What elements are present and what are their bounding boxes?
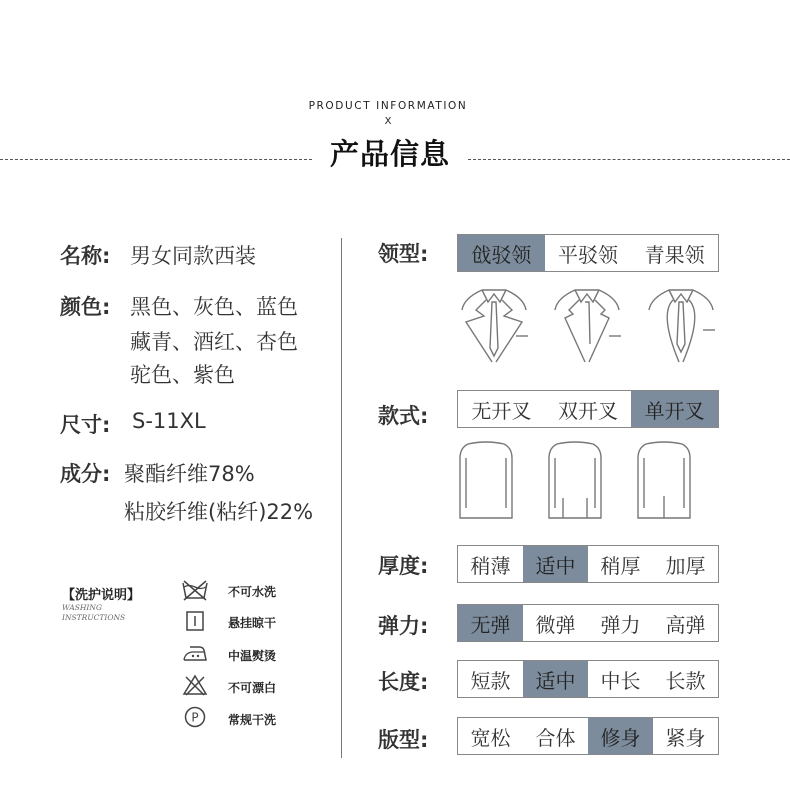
no-bleach-icon [180,673,210,697]
color-value-line-3: 驼色、紫色 [130,363,235,387]
thickness-option-thin[interactable]: 稍薄 [470,553,511,578]
care-subtitle [62,603,125,623]
name-value: 男女同款西装 [130,244,256,268]
material-value-line-1: 聚酯纤维78% [124,462,255,486]
single-vent-back-sketch [636,438,692,522]
column-divider [341,238,342,758]
color-value-line-2: 藏青、酒红、杏色 [130,330,298,354]
fit-options [457,717,719,755]
name-label: 名称: [60,244,111,268]
fit-option-tight[interactable]: 紧身 [665,725,706,750]
thickness-option-medium[interactable]: 适中 [523,546,588,582]
fit-option-regular[interactable]: 合体 [535,725,576,750]
length-option-regular[interactable]: 适中 [523,661,588,697]
no-vent-back-sketch [458,438,514,522]
elasticity-option-slight[interactable]: 微弹 [535,612,576,637]
collar-option-notch-lapel[interactable]: 平驳领 [558,242,618,267]
shawl-lapel-sketch [645,284,717,368]
care-title: 【洗护说明】 [62,588,141,603]
style-options [457,390,719,428]
dry-clean-icon [180,705,210,729]
peak-lapel-sketch [458,284,530,368]
thickness-option-thick[interactable]: 加厚 [665,553,706,578]
no-water-wash-icon [180,578,210,602]
length-options [457,660,719,698]
care-label-no-water-wash: 不可水洗 [228,585,277,599]
collar-option-peak-lapel[interactable]: 戗驳领 [458,235,545,271]
care-label-dry-clean: 常规干洗 [228,713,277,727]
care-subtitle-line-2: INSTRUCTIONS [62,613,126,622]
style-label: 款式: [378,404,429,428]
length-option-short[interactable]: 短款 [470,668,511,693]
page-title: 产品信息 [329,137,450,171]
collar-label: 领型: [378,242,429,266]
color-label: 颜色: [60,295,111,319]
header-divider-right [468,159,790,160]
style-option-double-vent[interactable]: 双开叉 [558,398,618,423]
svg-text:P: P [191,710,199,725]
color-value-line-1: 黑色、灰色、蓝色 [130,295,298,319]
size-label: 尺寸: [60,413,111,437]
length-label: 长度: [378,670,429,694]
collar-option-shawl-lapel[interactable]: 青果领 [644,242,705,267]
material-label: 成分: [60,462,111,486]
medium-iron-icon [180,641,210,665]
size-value: S-11XL [132,409,206,433]
care-label-hang-dry: 悬挂晾干 [228,616,277,630]
hang-dry-icon [180,609,210,633]
thickness-option-slightly-thick[interactable]: 稍厚 [600,553,641,578]
elasticity-options [457,604,719,642]
elasticity-option-high[interactable]: 高弹 [665,612,706,637]
care-label-no-bleach: 不可漂白 [228,681,277,695]
double-vent-back-sketch [547,438,603,522]
elasticity-label: 弹力: [378,614,429,638]
elasticity-option-none[interactable]: 无弹 [458,605,523,641]
thickness-options [457,545,719,583]
fit-option-loose[interactable]: 宽松 [470,725,511,750]
thickness-label: 厚度: [378,554,429,578]
length-option-mid-long[interactable]: 中长 [600,668,641,693]
collar-options [457,234,719,272]
material-value-line-2: 粘胶纤维(粘纤)22% [124,500,314,524]
header-divider-left [0,159,312,160]
english-title: PRODUCT INFORMATION [308,100,468,112]
length-option-long[interactable]: 长款 [665,668,706,693]
care-label-medium-iron: 中温熨烫 [228,649,277,663]
style-option-single-vent[interactable]: 单开叉 [631,391,718,427]
elasticity-option-stretch[interactable]: 弹力 [600,612,641,637]
style-option-no-vent[interactable]: 无开叉 [471,398,532,423]
fit-label: 版型: [378,728,429,752]
fit-option-slim[interactable]: 修身 [588,718,653,754]
notch-lapel-sketch [551,284,623,368]
english-subtitle: X [384,116,392,127]
care-subtitle-line-1: WASHING [62,603,102,612]
